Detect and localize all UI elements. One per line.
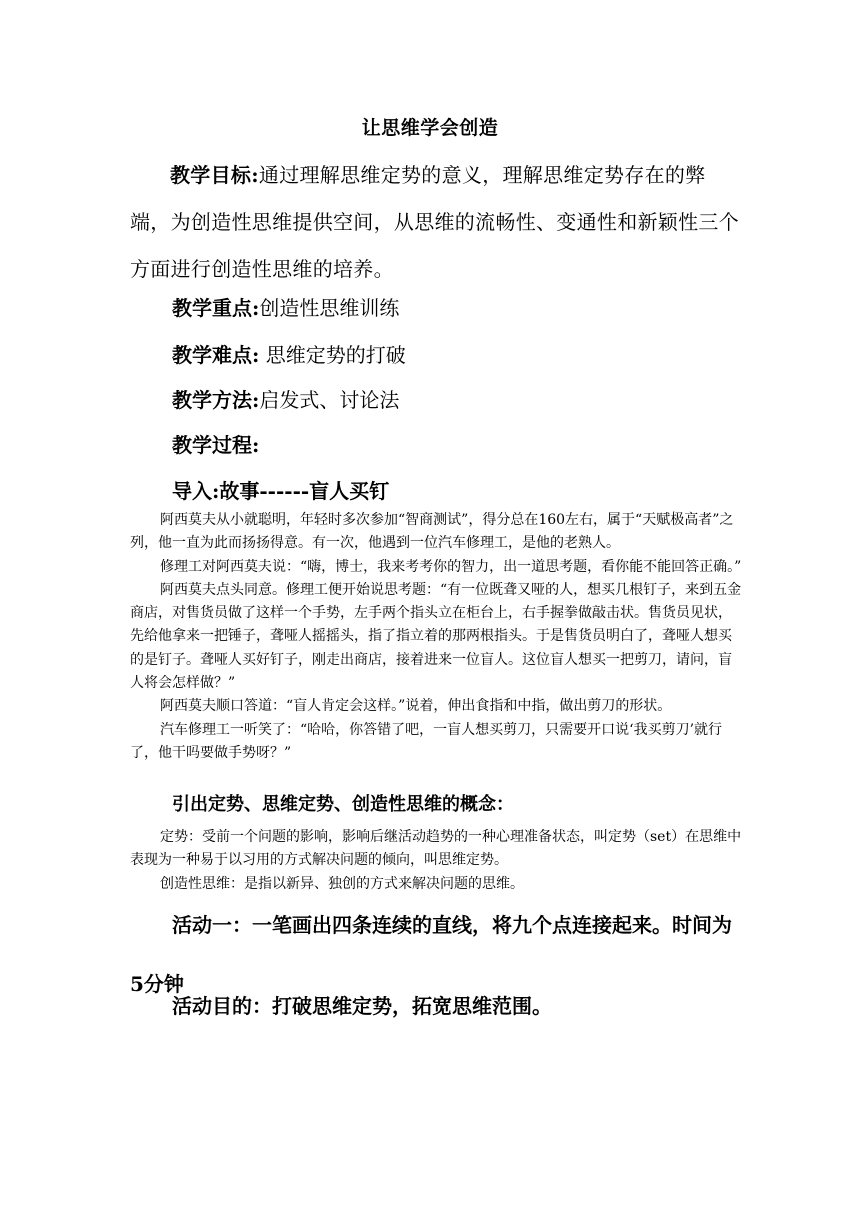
method-label: 教学方法: — [172, 388, 260, 412]
teaching-objective — [130, 152, 745, 293]
difficulty-label: 教学难点: — [172, 343, 260, 367]
teaching-difficulty — [172, 339, 406, 368]
method-text: 启发式、讨论法 — [259, 388, 400, 412]
intro-heading: 导入:故事------盲人买钉 — [172, 479, 390, 503]
story-paragraph: 阿西莫夫顺口答道：“盲人肯定会这样。”说着，伸出食指和中指，做出剪刀的形状。 — [160, 698, 672, 715]
activity-goal: 活动目的：打破思维定势，拓宽思维范围。 — [172, 994, 552, 1018]
activity-one: 活动一：一笔画出四条连续的直线，将九个点连接起来。时间为5分钟 — [130, 913, 732, 996]
objective-text: 通过理解思维定势的意义，理解思维定势存在的弊端，为创造性思维提供空间，从思维的流畅性、变通性和新颖性三个方面进行创造性思维的培养。 — [130, 163, 739, 281]
objective-label: 教学目标: — [170, 163, 259, 187]
difficulty-text: 思维定势的打破 — [259, 343, 406, 367]
concept-paragraph: 定势：受前一个问题的影响，影响后继活动趋势的一种心理准备状态，叫定势（set）在思维中表现为一种易于以习用的方式解决问题的倾向，叫思维定势。 — [130, 829, 742, 869]
story-paragraph: 阿西莫夫点头同意。修理工便开始说思考题：“有一位既聋又哑的人，想买几根钉子，来到五金商店，对售货员做了这样一个手势，左手两个指头立在柜台上，右手握拳做敲击状。售货员见状，先给他拿来一把锤子，聋哑人摇摇头，指了指立着的那两根指头。于是售货员明白了，聋哑人想买的是钉子。聋哑人买好钉子，刚走出商店，接着进来一位盲人。这位盲人想买一把剪刀，请问，盲人将会怎样做？” — [130, 581, 742, 692]
story-paragraph: 汽车修理工一听笑了：“哈哈，你答错了吧，一盲人想买剪刀，只需要开口说‘我买剪刀’就行了，他干吗要做手势呀？” — [130, 721, 723, 761]
focus-text: 创造性思维训练 — [259, 296, 400, 320]
concepts-heading: 引出定势、思维定势、创造性思维的概念： — [172, 794, 514, 815]
concept-paragraph: 创造性思维：是指以新异、独创的方式来解决问题的思维。 — [160, 875, 524, 892]
concepts-body — [130, 826, 742, 896]
teaching-process-heading: 教学过程: — [172, 433, 260, 457]
teaching-focus — [172, 292, 399, 321]
story-paragraph: 修理工对阿西莫夫说：“嗨，博士，我来考考你的智力，出一道思考题，看你能不能回答正确。” — [160, 558, 742, 575]
story-body — [130, 509, 742, 765]
teaching-method — [172, 384, 399, 413]
story-paragraph: 阿西莫夫从小就聪明，年轻时多次参加“智商测试”，得分总在160左右，属于“天赋极高者”之列，他一直为此而扬扬得意。有一次，他遇到一位汽车修理工，是他的老熟人。 — [130, 512, 734, 552]
document-title: 让思维学会创造 — [361, 117, 499, 139]
focus-label: 教学重点: — [172, 296, 260, 320]
